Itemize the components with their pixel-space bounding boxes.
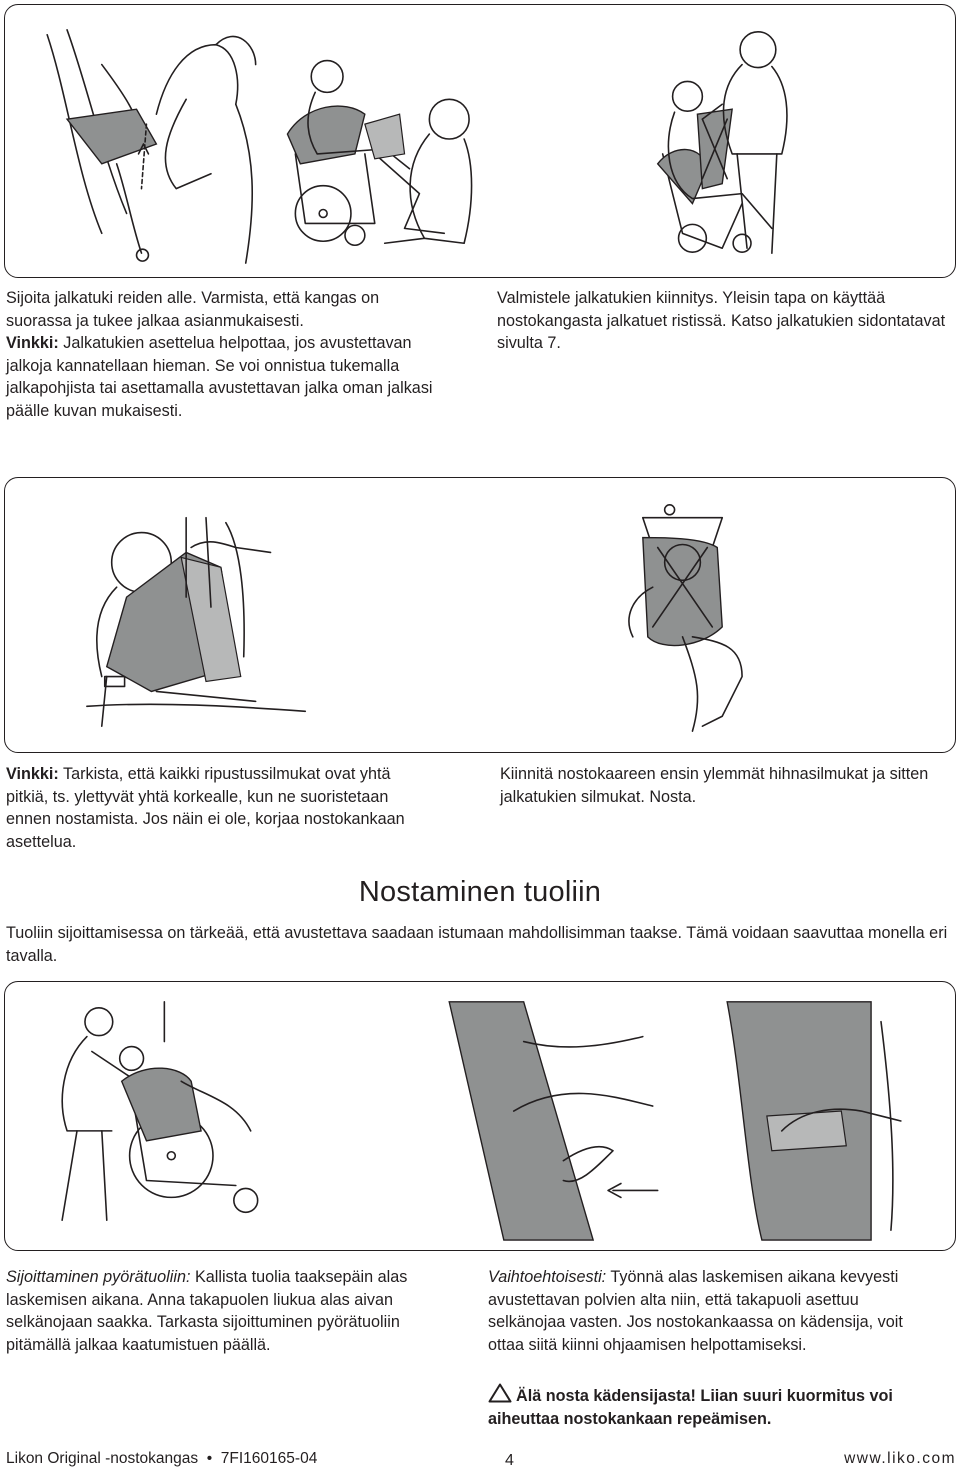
tip-text-middle: Tarkista, että kaikki ripustussilmukat ovat yhtä pitkiä, ts. ylettyvät yhtä korkealle, kun ne suoristetaan ennen nostamista. Jos näin ei ole, korjaa nostokankaan asettelua. [6,765,405,851]
illustration-loop-check-and-lift [5,478,955,752]
warning-text: Älä nosta kädensijasta! Liian suuri kuormitus voi aiheuttaa nostokankaan repeämisen. [488,1387,893,1428]
illustration-legrest-placement [5,5,955,277]
wheelchair-text: Kallista tuolia taaksepäin alas laskemisen aikana. Anna takapuolen liukua alas aivan selkänojaan saakka. Tarkasta sijoittuminen pyörätuoliin pitämällä jalkaa kaatumistuen päällä. [6,1268,408,1354]
section-title: Nostaminen tuoliin [358,876,602,908]
middle-right-instruction: Kiinnitä nostokaareen ensin ylemmät hihnasilmukat ja sitten jalkatukien silmukat. Nosta. [500,765,929,806]
tip-label-middle: Vinkki: [6,765,59,783]
bottom-right-instruction [488,1266,928,1356]
alternative-text: Työnnä alas laskemisen aikana kevyesti avustettavan polvien alta niin, että takapuoli asettuu selkänojaa vasten. Jos nostokankaassa on kädensija, voit ottaa siitä kiinni ohjaamisen helpottamiseksi. [488,1268,903,1354]
illustration-panel-bottom [4,981,956,1251]
illustration-panel-top [4,4,956,278]
warning-triangle-icon [488,1383,512,1403]
alternative-label: Vaihtoehtoisesti: [488,1268,607,1286]
illustration-panel-middle [4,477,956,753]
tip-label-top: Vinkki: [6,334,59,352]
footer-page-number: 4 [505,1452,514,1469]
top-left-line1: Sijoita jalkatuki reiden alle. Varmista, että kangas on suorassa ja tukee jalkaa asianmukaisesti. [6,289,380,330]
wheelchair-label: Sijoittaminen pyörätuoliin: [6,1268,191,1286]
illustration-lowering-into-chair [5,982,955,1250]
tip-text-top: Jalkatukien asettelua helpottaa, jos avustettavan jalkoja kannatellaan hieman. Se voi onnistua tukemalla jalkapohjista tai asettamalla avustettavan jalka oman jalkasi päälle kuvan mukaisesti. [6,334,433,420]
top-right-instruction: Valmistele jalkatukien kiinnitys. Yleisin tapa on käyttää nostokangasta jalkatuet ristissä. Katso jalkatukien sidontatavat sivulta 7. [497,289,946,352]
middle-left-instruction [6,763,426,853]
section-intro: Tuoliin sijoittamisessa on tärkeää, että avustettava saadaan istumaan mahdollisimman taakse. Tämä voidaan saavuttaa monella eri tavalla. [6,924,948,965]
footer-product-code: Likon Original -nostokangas • 7FI160165-04 [6,1450,318,1467]
bottom-left-instruction [6,1266,446,1356]
footer-website: www.liko.com [844,1450,956,1467]
top-left-instruction [6,287,446,422]
warning-notice [488,1383,938,1430]
